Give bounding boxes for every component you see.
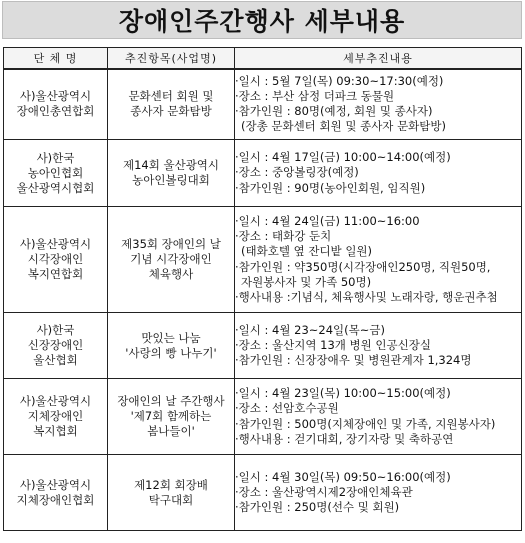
detail-line: ·참가인원 : 약350명(시각장애인250명, 직원50명,	[235, 259, 491, 274]
detail-cell	[235, 140, 522, 207]
item-line: 체육행사	[148, 267, 194, 281]
detail-cell	[235, 69, 522, 140]
org-line: 사)한국	[36, 150, 75, 165]
detail-cell	[235, 207, 522, 313]
org-line: 시각장애인	[27, 252, 84, 266]
item-line: 탁구대회	[148, 492, 194, 507]
org-line: 사)울산광역시	[19, 237, 92, 251]
table-row	[4, 207, 522, 313]
detail-line: ·행사내용 :기념식, 체육행사및 노래자랑, 행운권추첨	[235, 289, 498, 304]
detail-cell	[235, 379, 522, 455]
item-line: 제12회 회장배	[134, 477, 208, 492]
org-line: 사)한국	[36, 323, 75, 337]
detail-line: 자원봉사자 및 가족 50명)	[241, 274, 372, 289]
org-cell	[4, 455, 108, 531]
header-org: 단 체 명	[4, 48, 108, 69]
item-line: 농아인볼링대회	[132, 173, 210, 187]
item-line: '사랑의 빵 나누기'	[125, 345, 217, 360]
detail-line: ·일시 : 4월 17일(금) 10:00~14:00(예정)	[235, 150, 451, 165]
detail-line: ·장소 : 부산 삼정 더파크 동물원	[235, 89, 395, 104]
detail-line: (장총 문화센터 회원 및 종사자 문화탐방)	[241, 119, 446, 134]
detail-line: ·일시 : 4월 23일(목) 10:00~15:00(예정)	[235, 386, 451, 401]
detail-line: ·참가인원 : 신장장애우 및 병원관계자 1,324명	[235, 353, 472, 368]
detail-line: ·장소 : 울산광역시제2장애인체육관	[235, 484, 413, 499]
org-cell	[4, 69, 108, 140]
item-cell	[108, 313, 235, 379]
item-line: 맛있는 나눔	[141, 330, 201, 345]
org-line: 지체장애인	[27, 409, 84, 423]
org-line: 사)울산광역시	[19, 394, 92, 408]
org-cell	[4, 207, 108, 313]
item-line: 제35회 장애인의 날	[121, 237, 221, 251]
detail-line: ·일시 : 4월 23~24일(목~금)	[235, 322, 385, 337]
event-schedule-table	[3, 47, 522, 531]
table-row	[4, 455, 522, 531]
title-banner	[2, 1, 522, 39]
item-line: '제7회 함께하는	[130, 409, 212, 423]
org-cell	[4, 313, 108, 379]
detail-line: ·일시 : 5월 7일(목) 09:30~17:30(예정)	[235, 73, 444, 88]
org-line: 복지협회	[33, 424, 78, 438]
detail-line: ·참가인원 : 250명(선수 및 회원)	[235, 500, 400, 515]
item-line: 종사자 문화탐방	[130, 104, 212, 119]
item-cell	[108, 69, 235, 140]
item-line: 기념 시각장애인	[130, 252, 212, 266]
detail-cell	[235, 313, 522, 379]
detail-line: ·장소 : 선암호수공원	[235, 401, 339, 416]
org-line: 울산협회	[33, 353, 78, 367]
org-line: 복지연합회	[27, 267, 84, 281]
item-line: 장애인의 날 주간행사	[117, 394, 225, 408]
detail-line: ·참가인원 : 500명(지체장애인 및 가족, 지원봉사자)	[235, 416, 496, 431]
header-item: 추진항목(사업명)	[108, 48, 235, 69]
table-row	[4, 69, 522, 140]
detail-line: ·참가인원 : 80명(예정, 회원 및 종사자)	[235, 104, 433, 119]
detail-line: (태화호텔 옆 잔디밭 일원)	[241, 244, 373, 259]
org-line: 지체장애인협회	[16, 492, 95, 507]
item-cell	[108, 455, 235, 531]
detail-line: ·참가인원 : 90명(농아인회원, 임직원)	[235, 180, 426, 195]
item-cell	[108, 140, 235, 207]
detail-cell	[235, 455, 522, 531]
detail-line: ·일시 : 4월 30일(목) 09:50~16:00(예정)	[235, 469, 451, 484]
table-row	[4, 140, 522, 207]
item-line: 봄나들이'	[147, 424, 195, 438]
detail-line: ·일시 : 4월 24일(금) 11:00~16:00	[235, 213, 420, 228]
table-row	[4, 379, 522, 455]
org-line: 농아인협회	[27, 165, 84, 180]
page-title: 장애인주간행사 세부내용	[118, 7, 406, 36]
item-line: 문화센터 회원 및	[128, 89, 214, 104]
org-line: 사)울산광역시	[19, 89, 92, 104]
item-line: 제14회 울산광역시	[122, 158, 220, 172]
org-cell	[4, 140, 108, 207]
org-line: 장애인총연합회	[16, 104, 95, 119]
detail-line: ·장소 : 태화강 둔치	[235, 229, 332, 244]
org-cell	[4, 379, 108, 455]
org-line: 사)울산광역시	[19, 477, 92, 492]
header-detail: 세부추진내용	[235, 48, 522, 69]
table-header-row	[4, 48, 522, 69]
detail-line: ·장소 : 울산지역 13개 병원 인공신장실	[235, 337, 431, 352]
item-cell	[108, 207, 235, 313]
detail-line: ·장소 : 중앙볼링장(예정)	[235, 165, 359, 180]
detail-line: ·행사내용 : 걷기대회, 장기자랑 및 축하공연	[235, 431, 454, 446]
org-line: 신장장애인	[27, 338, 84, 352]
org-line: 울산광역시협회	[16, 180, 95, 195]
table-row	[4, 313, 522, 379]
item-cell	[108, 379, 235, 455]
